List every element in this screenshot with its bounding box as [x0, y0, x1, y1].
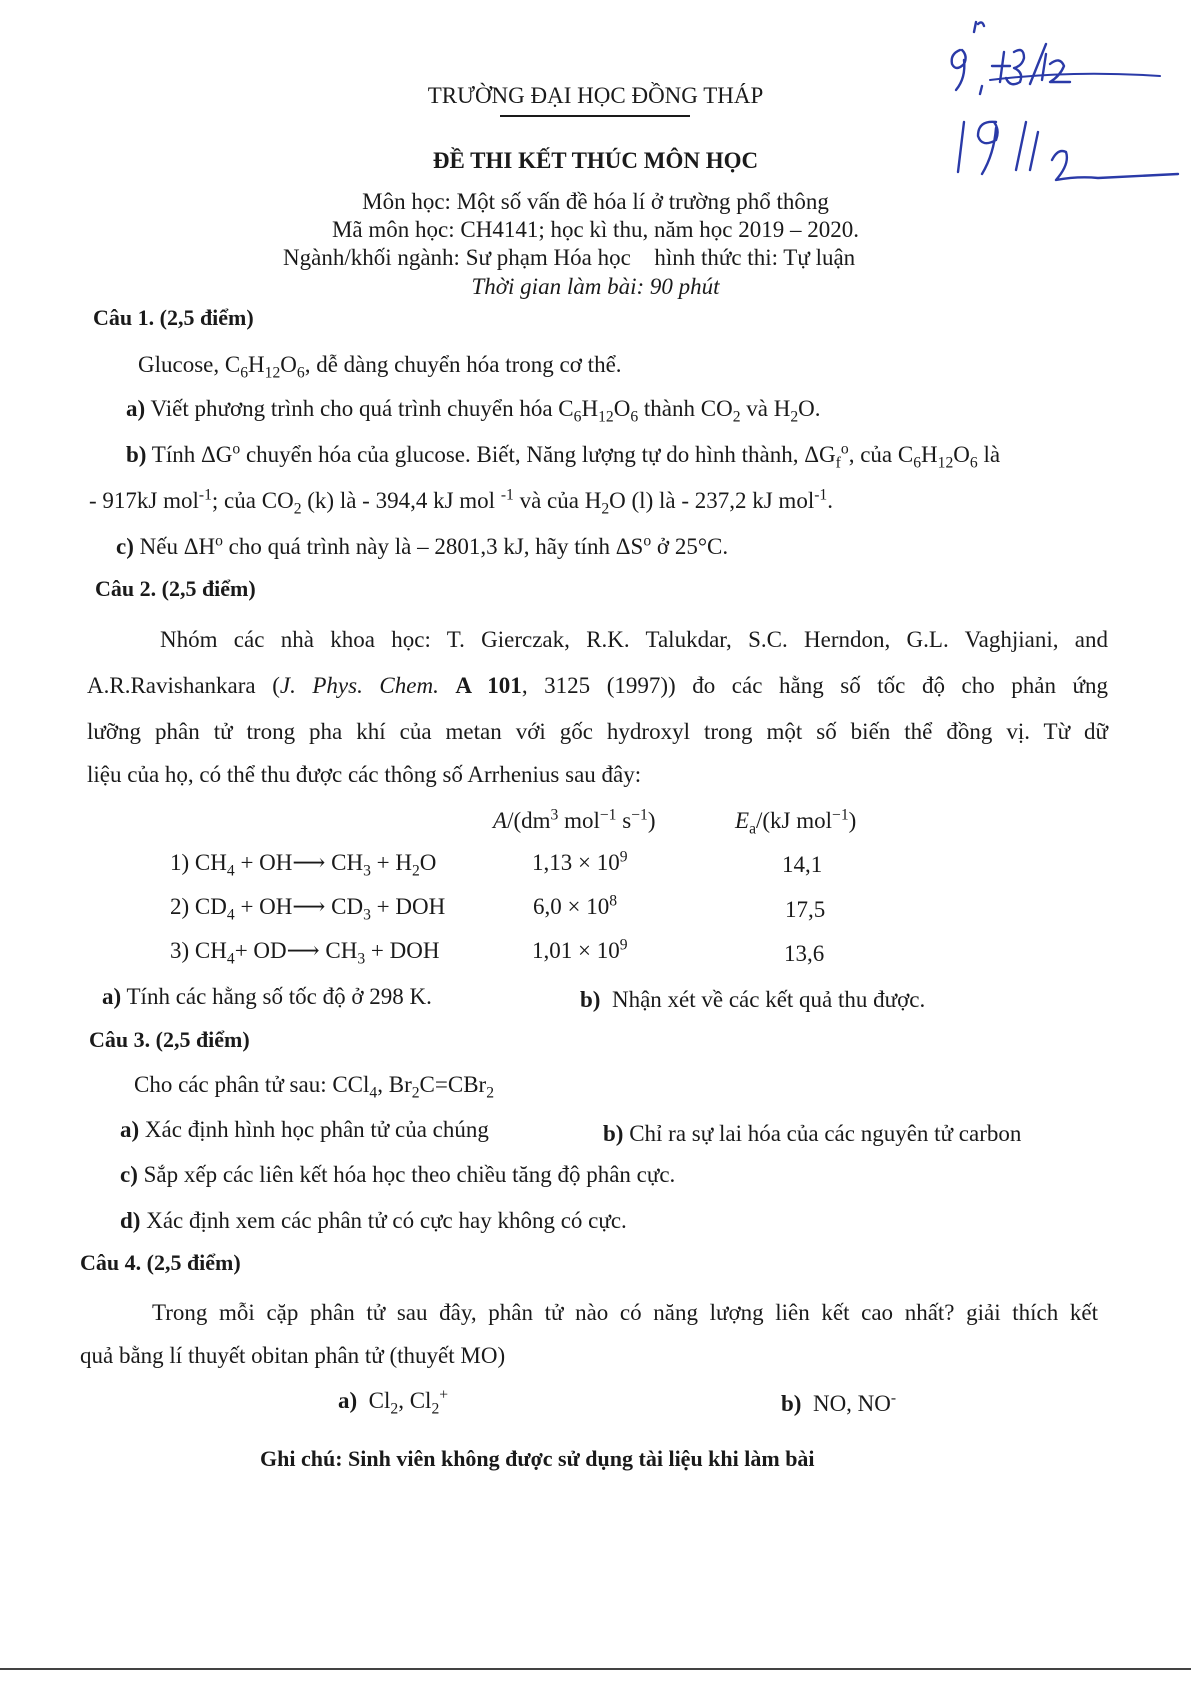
q1-title: Câu 1. (2,5 điểm) — [93, 305, 254, 330]
q1-part-a: a) Viết phương trình cho quá trình chuyển hóa $C_6H_{12}O_6$ thành $CO_2$ và $H_2O$. — [126, 396, 821, 426]
major-label: Ngành/khối ngành: Sư phạm Hóa học — [283, 245, 631, 270]
Ea-value-2: 17,5 — [785, 897, 826, 922]
A-value-3: $1,01 \times 10^9$ — [532, 936, 628, 963]
q2-para-line1: Nhóm các nhà khoa học: T. Gierczak, R.K. Talukdar, S.C. Herndon, G.L. Vaghjiani, and — [160, 627, 1108, 652]
q4-part-a: a) $Cl_2$, $Cl_2^+$ — [338, 1386, 449, 1418]
q3-intro: Cho các phân tử sau: CCl$_4$, $Br_2C=CBr_2$ — [134, 1072, 495, 1102]
time-line: Thời gian làm bài: 90 phút — [471, 274, 720, 299]
reaction-3: 3) $CH_4+$ OD⟶ $CH_3$ + DOH — [170, 938, 440, 968]
q2-part-b: b) Nhận xét về các kết quả thu được. — [580, 987, 926, 1012]
reaction-1: 1) $CH_4$ + OH⟶ $CH_3 + H_2O$ — [170, 850, 437, 880]
q2-para-line2: A.R.Ravishankara (J. Phys. Chem. A 101, 3125 (1997)) đo các hằng số tốc độ cho phản ứng — [87, 673, 1109, 698]
q2-para-line3: lưỡng phân tử trong pha khí của metan với gốc hydroxyl trong một số biến thể đồng vị. Từ dữ — [87, 719, 1108, 744]
q3-part-a: a) Xác định hình học phân tử của chúng — [120, 1117, 489, 1142]
q2-title: Câu 2. (2,5 điểm) — [95, 576, 256, 601]
q4-title: Câu 4. (2,5 điểm) — [80, 1250, 241, 1275]
q3-part-c: c) Sắp xếp các liên kết hóa học theo chiều tăng độ phân cực. — [120, 1162, 676, 1187]
exam-form: hình thức thi: Tự luận — [654, 245, 856, 270]
q1-part-b-line1: b) Tính $\Delta G^o$ chuyển hóa của glucose. Biết, Năng lượng tự do hình thành, $\Delta G_f^o$, của $C_6H_{12}O_6$ là — [126, 440, 1001, 472]
reaction-2: 2) $CD_4$ + OH⟶ $CD_3$ + DOH — [170, 894, 446, 924]
handwriting-drawing — [930, 10, 1190, 210]
col-header-A: $A/(dm^3$ mol$^{-1}$ $s^{-1}$) — [493, 806, 656, 833]
subject-line: Môn học: Một số vấn đề hóa lí ở trường phổ thông — [362, 189, 829, 214]
major-line — [283, 245, 855, 271]
col-header-Ea: $E_a/(kJ$ mol$^{-1}$) — [735, 806, 857, 838]
q3-title: Câu 3. (2,5 điểm) — [89, 1027, 250, 1052]
exam-title: ĐỀ THI KẾT THÚC MÔN HỌC — [432, 148, 759, 173]
Ea-value-3: 13,6 — [784, 941, 825, 966]
exam-note: Ghi chú: Sinh viên không được sử dụng tài liệu khi làm bài — [260, 1446, 815, 1471]
q1-part-b-line2: - 917kJ mol$^{-1}$; của $CO_2$ (k) là - 394,4 kJ mol $^{-1}$ và của $H_2O$ (l) là - 237,2 kJ mol$^{-1}$. — [89, 486, 833, 518]
q2-para-line4: liệu của họ, có thể thu được các thông số Arrhenius sau đây: — [87, 762, 642, 787]
header-underline — [500, 115, 690, 117]
course-code-line: Mã môn học: CH4141; học kì thu, năm học 2019 – 2020. — [331, 217, 860, 242]
scan-edge-line — [0, 1668, 1191, 1670]
q1-part-c: c) Nếu $\Delta H^o$ cho quá trình này là – 2801,3 kJ, hãy tính $\Delta S^o$ ở 25°C. — [116, 532, 729, 559]
university-name: TRƯỜNG ĐẠI HỌC ĐỒNG THÁP — [427, 83, 764, 108]
q4-part-b: b) NO, NO- — [781, 1389, 897, 1416]
q3-part-b: b) Chỉ ra sự lai hóa của các nguyên tử carbon — [603, 1121, 1022, 1146]
Ea-value-1: 14,1 — [782, 852, 823, 877]
q4-para-line1: Trong mỗi cặp phân tử sau đây, phân tử nào có năng lượng liên kết cao nhất? giải thích kết — [152, 1300, 1098, 1325]
q2-part-a: a) Tính các hằng số tốc độ ở 298 K. — [102, 984, 432, 1009]
q4-para-line2: quả bằng lí thuyết obitan phân tử (thuyết MO) — [80, 1343, 506, 1368]
q3-part-d: d) Xác định xem các phân tử có cực hay không có cực. — [120, 1208, 627, 1233]
q1-intro: Glucose, $C_6H_{12}O_6$, dễ dàng chuyển hóa trong cơ thể. — [138, 352, 622, 382]
A-value-1: $1,13 \times 10^9$ — [532, 848, 628, 875]
A-value-2: $6,0 \times 10^8$ — [533, 892, 618, 919]
